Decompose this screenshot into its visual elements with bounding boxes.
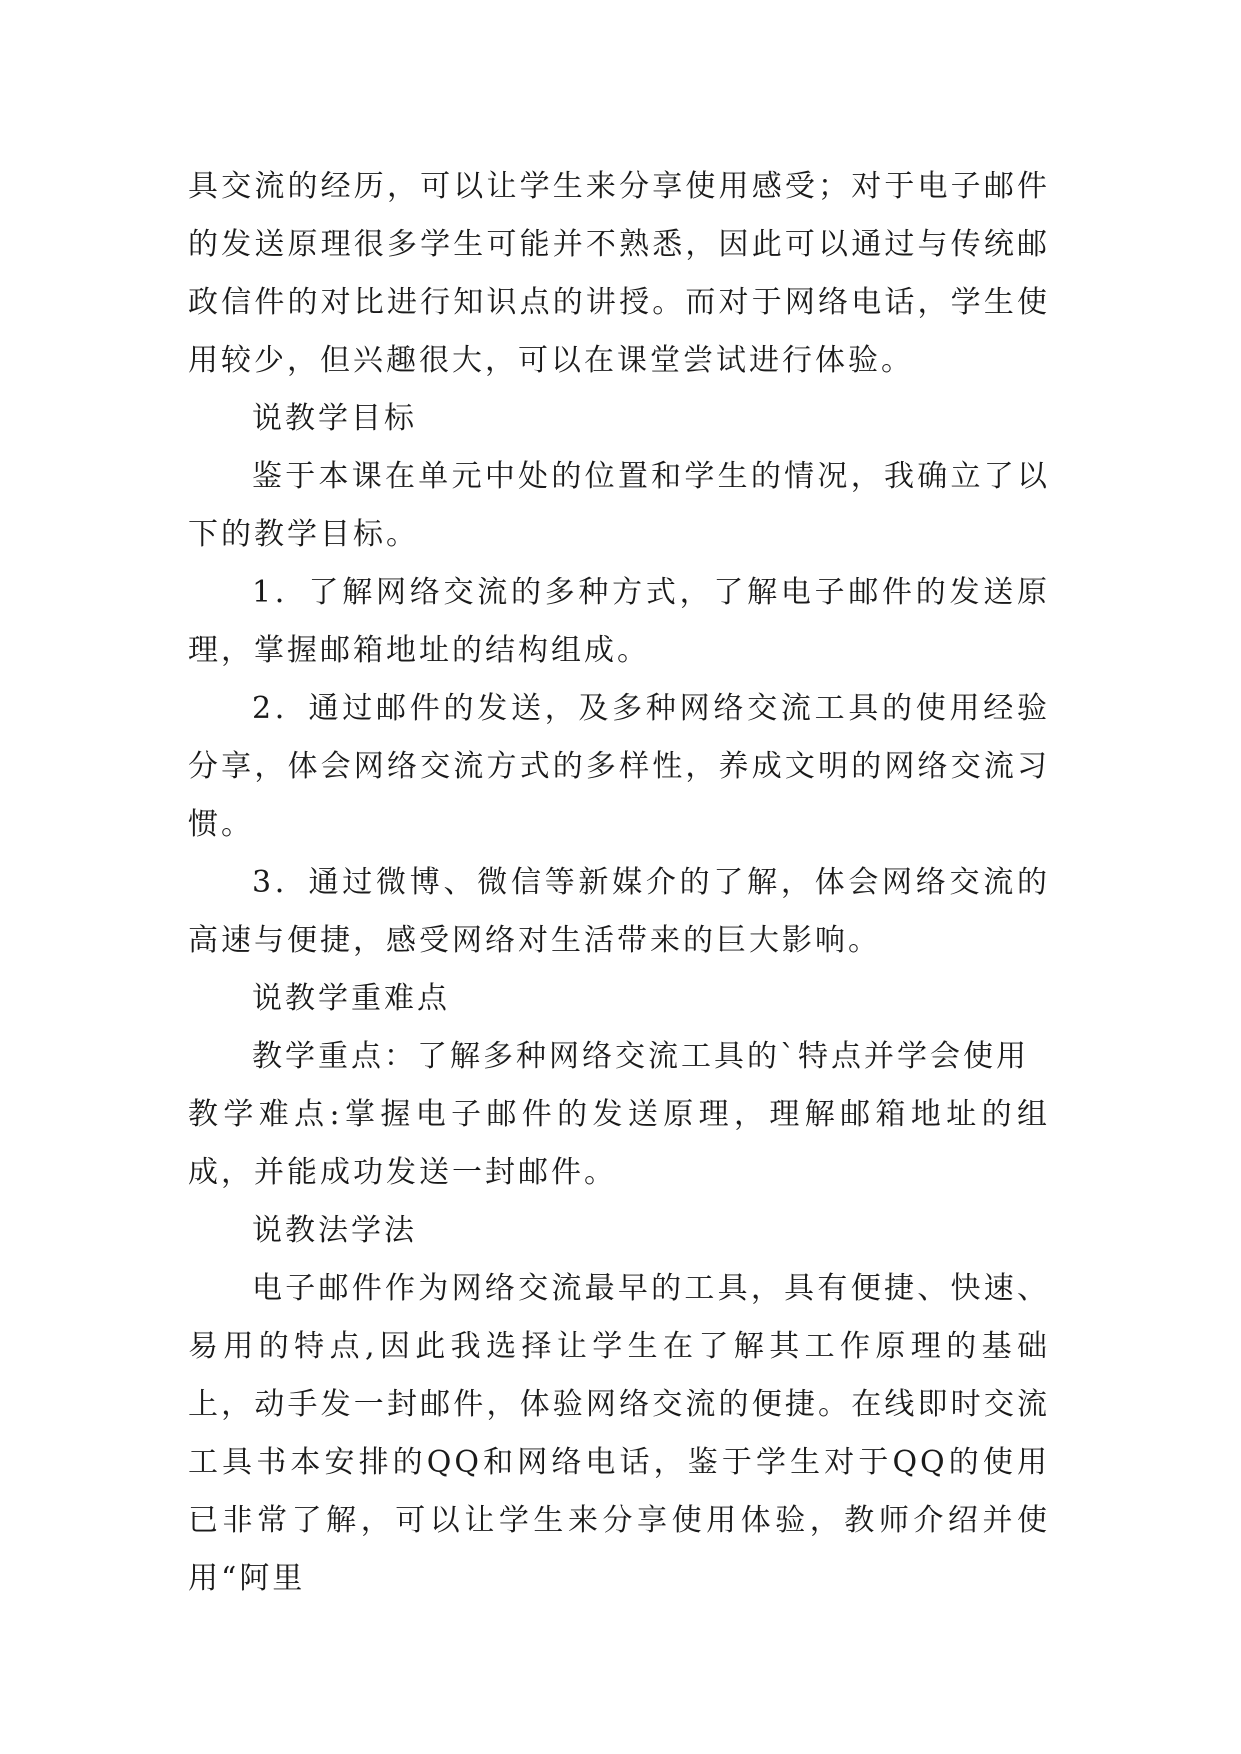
document-body (188, 158, 1050, 1608)
section-heading-key-points: 说教学重难点 (252, 981, 450, 1016)
paragraph-goals-intro: 鉴于本课在单元中处的位置和学生的情况，我确立了以下的教学目标。 (188, 459, 1050, 552)
section-heading-teaching-goals: 说教学目标 (252, 401, 417, 436)
paragraph-methods: 电子邮件作为网络交流最早的工具，具有便捷、快速、易用的特点,因此我选择让学生在了解其工作原理的基础上，动手发一封邮件，体验网络交流的便捷。在线即时交流工具书本安排的QQ和网络电话，鉴于学生对于QQ的使用已非常了解，可以让学生来分享使用体验，教师介绍并使用“阿里 (188, 1271, 1050, 1596)
paragraph-difficult-point: 教学难点:掌握电子邮件的发送原理，理解邮箱地址的组成，并能成功发送一封邮件。 (188, 1097, 1050, 1190)
section-heading-methods: 说教法学法 (252, 1213, 417, 1248)
paragraph-continued: 具交流的经历，可以让学生来分享使用感受；对于电子邮件的发送原理很多学生可能并不熟悉，因此可以通过与传统邮政信件的对比进行知识点的讲授。而对于网络电话，学生使用较少，但兴趣很大，可以在课堂尝试进行体验。 (188, 169, 1050, 378)
paragraph-key-point: 教学重点：了解多种网络交流工具的`特点并学会使用 (252, 1039, 1029, 1074)
list-item-goal-2: 2．通过邮件的发送，及多种网络交流工具的使用经验分享，体会网络交流方式的多样性，养成文明的网络交流习惯。 (188, 691, 1050, 842)
list-item-goal-1: 1．了解网络交流的多种方式，了解电子邮件的发送原理，掌握邮箱地址的结构组成。 (188, 575, 1050, 668)
list-item-goal-3: 3．通过微博、微信等新媒介的了解，体会网络交流的高速与便捷，感受网络对生活带来的巨大影响。 (188, 865, 1050, 958)
